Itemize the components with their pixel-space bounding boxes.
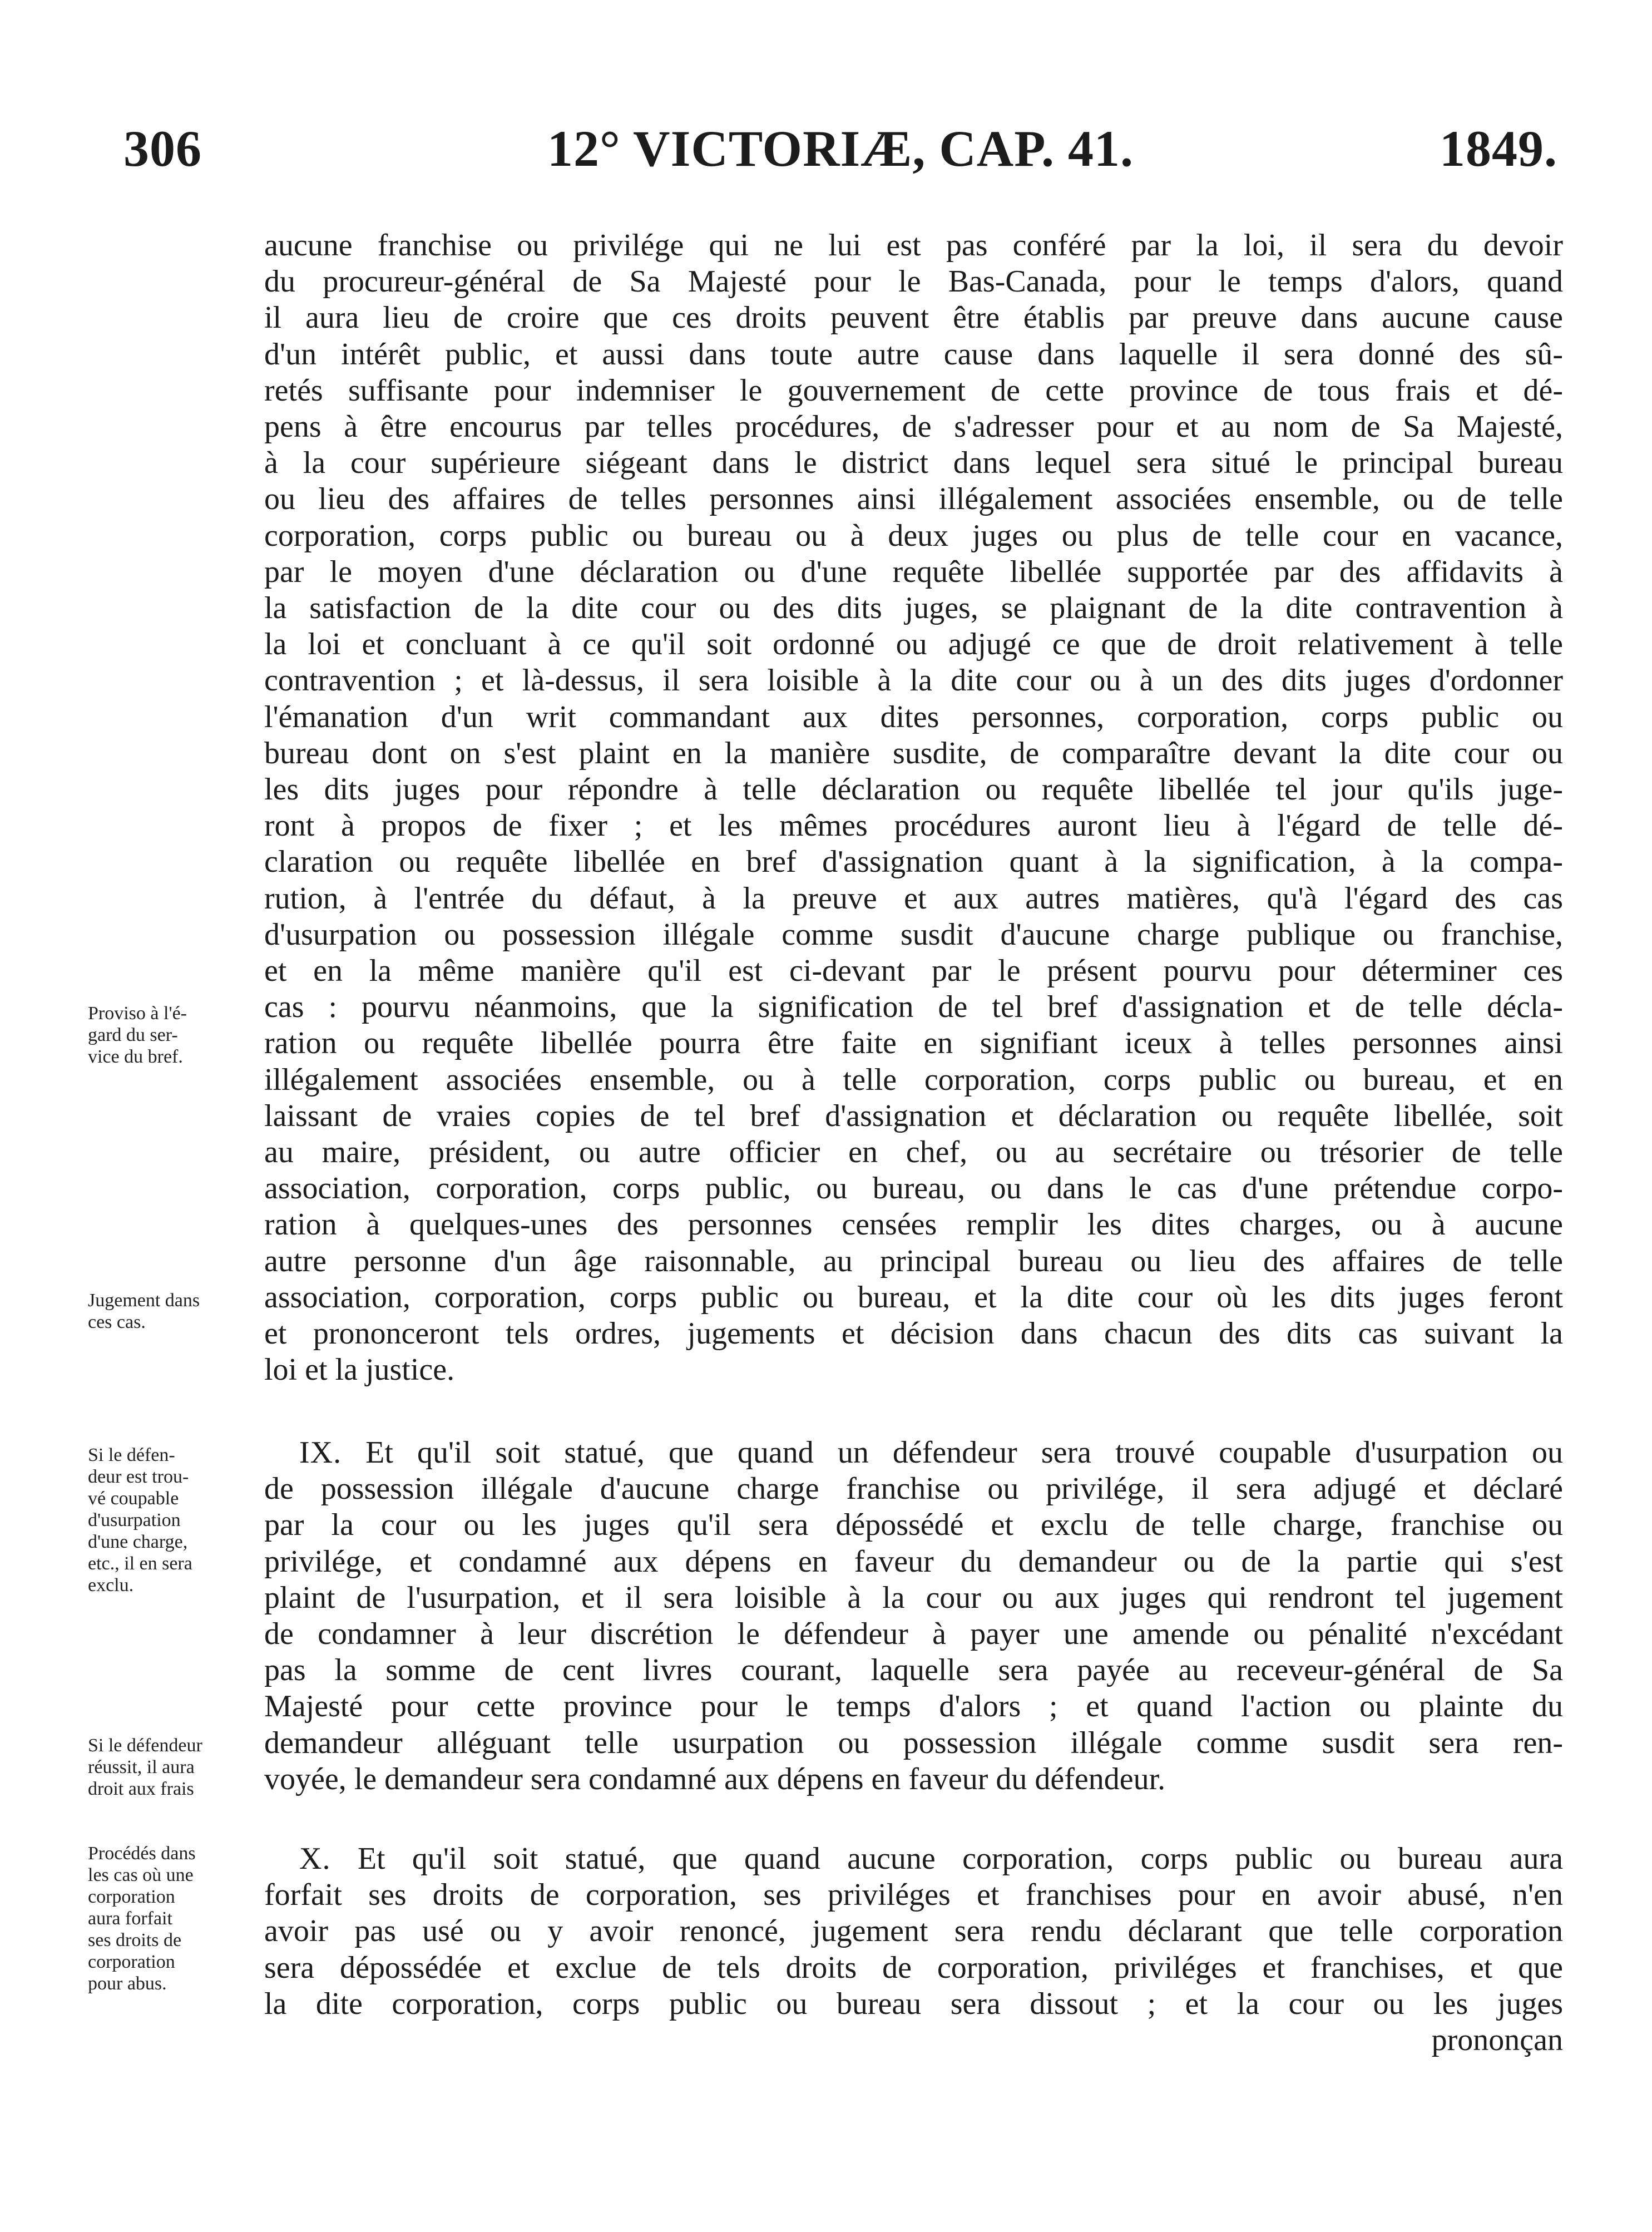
section-ix-line: de possession illégale d'aucune charge franchise ou privilége, il sera adjugé et déclaré (264, 1471, 1563, 1506)
body-line: d'usurpation ou possession illégale comme susdit d'aucune charge publique ou franchise, (264, 917, 1563, 952)
margin-note (88, 1444, 255, 1596)
section-ix-number: IX. (299, 1435, 342, 1470)
margin-note-line: Jugement dans (88, 1290, 200, 1311)
margin-note-line: gard du ser- (88, 1025, 178, 1045)
margin-note-line: ses droits de (88, 1930, 182, 1950)
section-ix-line: privilége, et condamné aux dépens en faveur du demandeur ou de la partie qui s'est (264, 1544, 1563, 1579)
body-line: cas : pourvu néanmoins, que la signification de tel bref d'assignation et de telle décla- (264, 990, 1563, 1024)
margin-note-line: les cas où une (88, 1865, 194, 1885)
margin-note-line: droit aux frais (88, 1779, 194, 1799)
margin-note-line: corporation (88, 1887, 175, 1907)
catchword: prononçan (1431, 2023, 1563, 2057)
body-line: et prononceront tels ordres, jugements et décision dans chacun des dits cas suivant la (264, 1316, 1563, 1351)
margin-note-line: corporation (88, 1952, 175, 1972)
body-line: corporation, corps public ou bureau ou à deux juges ou plus de telle cour en vacance, (264, 519, 1563, 553)
section-ix-line: plaint de l'usurpation, et il sera loisible à la cour ou aux juges qui rendront tel jugement (264, 1581, 1563, 1615)
section-x-first-line (299, 1840, 1563, 1877)
margin-note-line: deur est trou- (88, 1466, 189, 1487)
margin-note-line: aura forfait (88, 1908, 172, 1929)
margin-note (88, 1003, 255, 1068)
page-header (123, 118, 1557, 179)
section-ix-line: de condamner à leur discrétion le défendeur à payer une amende ou pénalité n'excédant (264, 1617, 1563, 1651)
section-x-number: X. (299, 1841, 331, 1876)
margin-note-line: réussit, il aura (88, 1757, 195, 1777)
body-line: les dits juges pour répondre à telle déclaration ou requête libellée tel jour qu'ils juge- (264, 772, 1563, 807)
body-line: par le moyen d'une déclaration ou d'une requête libellée supportée par des affidavits à (264, 555, 1563, 589)
page-number: 306 (123, 120, 202, 177)
body-line: retés suffisante pour indemniser le gouvernement de cette province de tous frais et dé- (264, 373, 1563, 408)
body-line: l'émanation d'un writ commandant aux dites personnes, corporation, corps public ou (264, 700, 1563, 734)
margin-note-line: exclu. (88, 1575, 134, 1596)
page-year: 1849. (1440, 120, 1557, 177)
margin-note-line: vé coupable (88, 1488, 179, 1509)
margin-note-line: ces cas. (88, 1312, 146, 1332)
section-ix-text: Et qu'il soit statué, que quand un défendeur sera trouvé coupable d'usurpation ou (365, 1435, 1563, 1470)
section-x-line: sera dépossédée et exclue de tels droits de corporation, priviléges et franchises, et que (264, 1950, 1563, 1985)
margin-note-line: vice du bref. (88, 1046, 183, 1067)
section-x-line: la dite corporation, corps public ou bureau sera dissout ; et la cour ou les juges (264, 1987, 1563, 2021)
body-line: la satisfaction de la dite cour ou des dits juges, se plaignant de la dite contravention à (264, 591, 1563, 625)
body-line: ration à quelques-unes des personnes censées remplir les dites charges, ou à aucune (264, 1207, 1563, 1242)
section-x-line: avoir pas usé ou y avoir renoncé, jugement sera rendu déclarant que telle corporation (264, 1914, 1563, 1948)
body-line: association, corporation, corps public ou bureau, et la dite cour où les dits juges feront (264, 1280, 1563, 1315)
body-line: du procureur-général de Sa Majesté pour le Bas-Canada, pour le temps d'alors, quand (264, 264, 1563, 299)
body-line: il aura lieu de croire que ces droits peuvent être établis par preuve dans aucune cause (264, 300, 1563, 335)
body-line: rution, à l'entrée du défaut, à la preuve et aux autres matières, qu'à l'égard des cas (264, 881, 1563, 916)
body-line: au maire, président, ou autre officier en chef, ou au secrétaire ou trésorier de telle (264, 1135, 1563, 1169)
body-line: association, corporation, corps public, ou bureau, ou dans le cas d'une prétendue corpo- (264, 1171, 1563, 1206)
running-title: 12° VICTORIÆ, CAP. 41. (547, 120, 1134, 177)
body-line: laissant de vraies copies de tel bref d'assignation et déclaration ou requête libellée, soit (264, 1099, 1563, 1133)
body-line: ou lieu des affaires de telles personnes ainsi illégalement associées ensemble, ou de telle (264, 482, 1563, 516)
section-x-text: Et qu'il soit statué, que quand aucune corporation, corps public ou bureau aura (357, 1841, 1563, 1876)
section-ix-first-line (299, 1434, 1563, 1471)
body-line: aucune franchise ou privilége qui ne lui est pas conféré par la loi, il sera du devoir (264, 228, 1563, 263)
margin-note (88, 1290, 255, 1333)
body-line: d'un intérêt public, et aussi dans toute autre cause dans laquelle il sera donné des sû- (264, 337, 1563, 372)
body-line: illégalement associées ensemble, ou à telle corporation, corps public ou bureau, et en (264, 1063, 1563, 1097)
body-line: ront à propos de fixer ; et les mêmes procédures auront lieu à l'égard de telle dé- (264, 808, 1563, 843)
margin-note-line: Si le défendeur (88, 1735, 202, 1756)
section-ix-line: par la cour ou les juges qu'il sera dépossédé et exclu de telle charge, franchise ou (264, 1508, 1563, 1542)
body-line: ration ou requête libellée pourra être faite en signifiant iceux à telles personnes ainsi (264, 1026, 1563, 1060)
section-ix-line: voyée, le demandeur sera condamné aux dépens en faveur du défendeur. (264, 1762, 1166, 1796)
margin-note-line: d'usurpation (88, 1510, 181, 1530)
margin-note-line: pour abus. (88, 1973, 167, 1994)
body-line: et en la même manière qu'il est ci-devant par le présent pourvu pour déterminer ces (264, 954, 1563, 988)
section-x-line: forfait ses droits de corporation, ses priviléges et franchises pour en avoir abusé, n'en (264, 1878, 1563, 1912)
margin-note-line: Procédés dans (88, 1843, 196, 1864)
section-ix-line: demandeur alléguant telle usurpation ou possession illégale comme susdit sera ren- (264, 1726, 1563, 1760)
margin-note (88, 1735, 255, 1800)
body-line: claration ou requête libellée en bref d'assignation quant à la signification, à la compa- (264, 845, 1563, 879)
body-line: la loi et concluant à ce qu'il soit ordonné ou adjugé ce que de droit relativement à telle (264, 627, 1563, 661)
margin-note-line: d'une charge, (88, 1532, 188, 1552)
margin-note-line: Si le défen- (88, 1445, 175, 1465)
margin-note-line: etc., il en sera (88, 1553, 192, 1574)
body-line: pens à être encourus par telles procédures, de s'adresser pour et au nom de Sa Majesté, (264, 409, 1563, 444)
body-line: loi et la justice. (264, 1352, 455, 1387)
body-line: bureau dont on s'est plaint en la manière susdite, de comparaître devant la dite cour ou (264, 736, 1563, 771)
body-line: autre personne d'un âge raisonnable, au principal bureau ou lieu des affaires de telle (264, 1244, 1563, 1278)
body-line: à la cour supérieure siégeant dans le district dans lequel sera situé le principal bureau (264, 446, 1563, 480)
margin-note (88, 1843, 255, 1994)
section-ix-line: pas la somme de cent livres courant, laquelle sera payée au receveur-général de Sa (264, 1653, 1563, 1687)
section-ix-line: Majesté pour cette province pour le temps d'alors ; et quand l'action ou plainte du (264, 1689, 1563, 1724)
body-line: contravention ; et là-dessus, il sera loisible à la dite cour ou à un des dits juges d'ordonner (264, 663, 1563, 698)
margin-note-line: Proviso à l'é- (88, 1003, 187, 1024)
